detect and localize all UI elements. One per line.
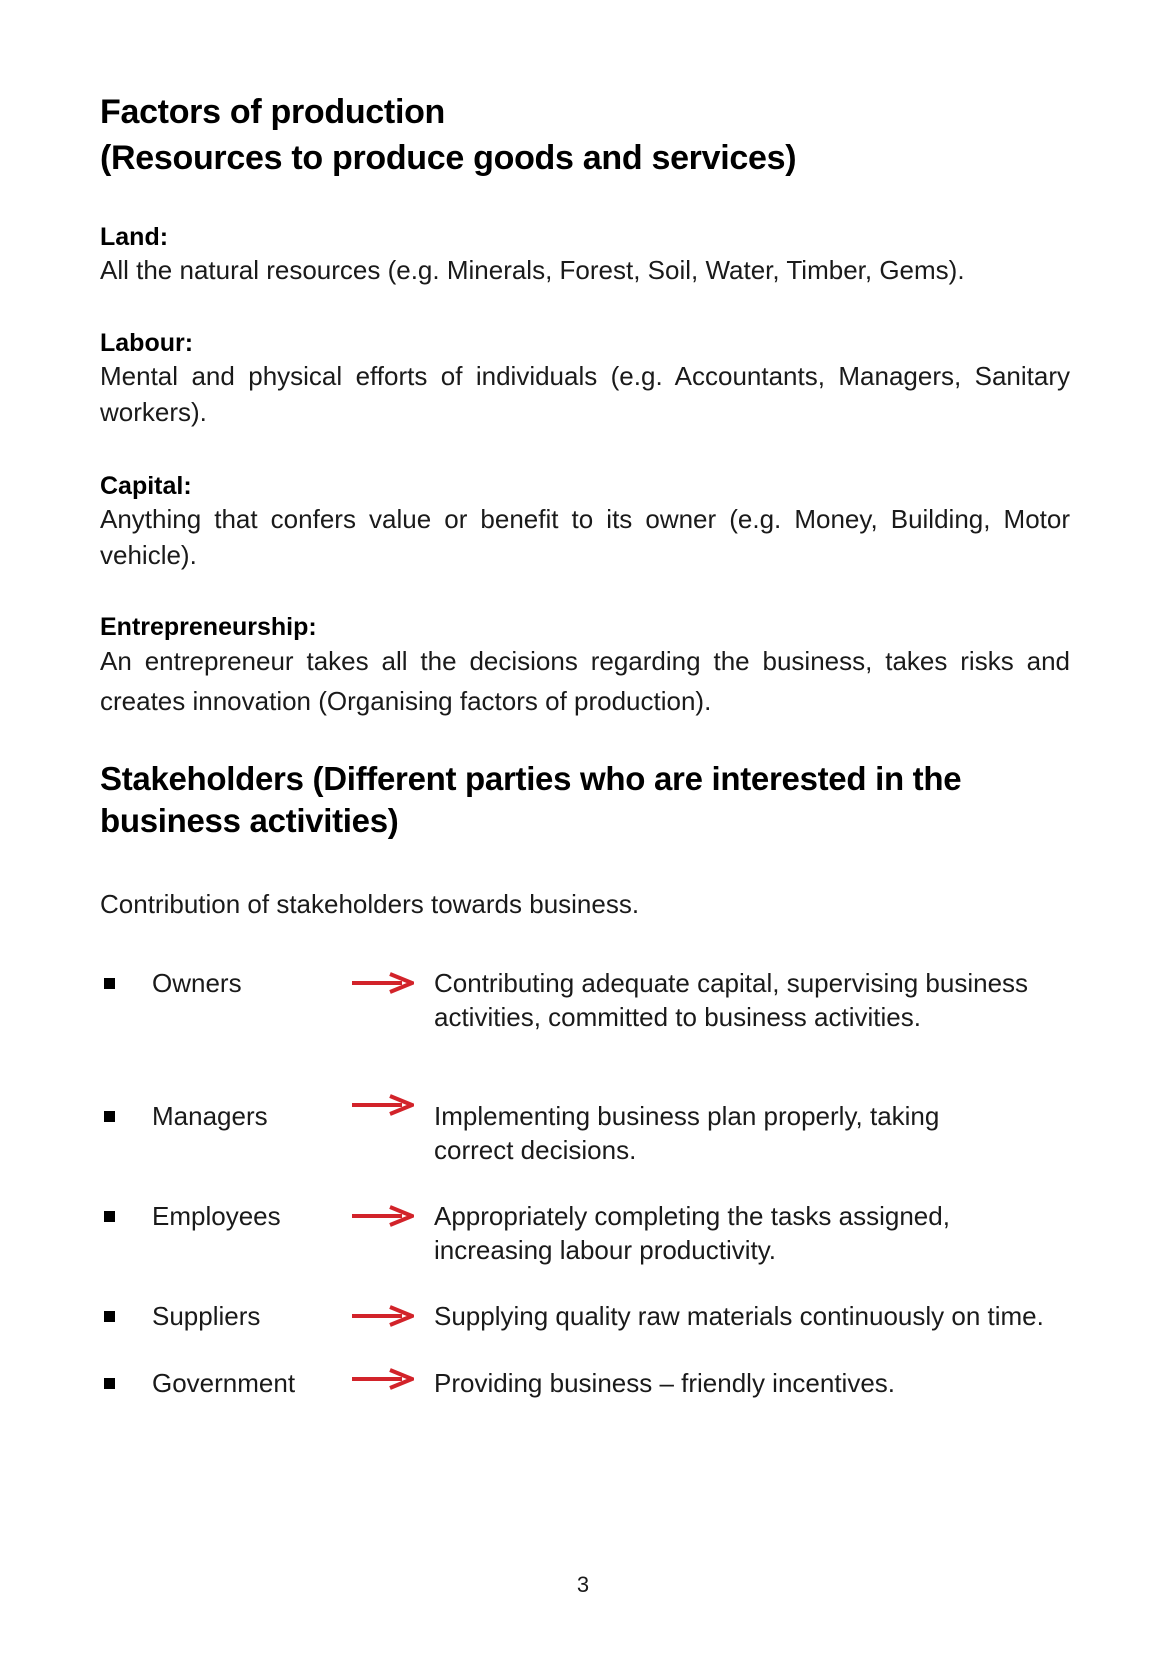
stakeholder-row-owners: [100, 966, 1070, 1036]
stakeholder-row-employees: [100, 1199, 1070, 1269]
stakeholder-name: Managers: [152, 1101, 268, 1131]
stakeholder-name: Owners: [152, 968, 242, 998]
square-bullet-icon: [104, 1311, 115, 1322]
contribution-line-2: correct decisions.: [434, 1135, 637, 1165]
factor-label-land: Land:: [100, 223, 169, 251]
stakeholder-contribution: [434, 1199, 1074, 1267]
stakeholder-name: Employees: [152, 1201, 281, 1231]
factor-desc-entrepreneurship: An entrepreneur takes all the decisions regarding the business, takes risks and creates innovation (Organising factors of production).: [100, 646, 1070, 716]
factor-label-labour: Labour:: [100, 329, 194, 357]
factors-heading-line1: Factors of production: [100, 93, 446, 131]
contribution-line-1: Appropriately completing the tasks assigned,: [434, 1201, 950, 1231]
stakeholder-row-managers: [100, 1099, 1070, 1169]
factor-label-entrepreneurship: Entrepreneurship:: [100, 613, 317, 641]
stakeholder-contribution: [434, 1366, 1074, 1400]
square-bullet-icon: [104, 1111, 115, 1122]
contribution-line-2: activities, committed to business activities.: [434, 1002, 921, 1032]
stakeholder-row-suppliers: [100, 1299, 1070, 1339]
stakeholder-name: Government: [152, 1368, 296, 1398]
stakeholder-contribution: [434, 1299, 1074, 1333]
factor-desc-land: All the natural resources (e.g. Minerals, Forest, Soil, Water, Timber, Gems).: [100, 255, 965, 285]
factor-desc-labour: Mental and physical efforts of individuals (e.g. Accountants, Managers, Sanitary workers).: [100, 361, 1070, 427]
stakeholder-contribution: [434, 1099, 1074, 1167]
square-bullet-icon: [104, 1211, 115, 1222]
contribution-line-1: Providing business – friendly incentives.: [434, 1368, 896, 1398]
square-bullet-icon: [104, 1378, 115, 1389]
right-arrow-icon: [350, 1304, 414, 1328]
right-arrow-icon: [350, 1367, 414, 1391]
stakeholder-row-government: [100, 1366, 1070, 1406]
contribution-line-1: Contributing adequate capital, supervising business: [434, 968, 1029, 998]
stakeholders-heading-line1: Stakeholders (Different parties who are interested in the: [100, 760, 962, 797]
right-arrow-icon: [350, 1093, 414, 1117]
stakeholder-contribution: [434, 966, 1074, 1034]
right-arrow-icon: [350, 971, 414, 995]
factor-desc-capital: Anything that confers value or benefit to its owner (e.g. Money, Building, Motor vehicle).: [100, 504, 1070, 570]
page-number: 3: [576, 1572, 590, 1597]
contribution-line-1: Implementing business plan properly, taking: [434, 1101, 940, 1131]
right-arrow-icon: [350, 1204, 414, 1228]
square-bullet-icon: [104, 978, 115, 989]
contribution-line-2: increasing labour productivity.: [434, 1235, 777, 1265]
stakeholders-heading-line2: business activities): [100, 802, 399, 839]
contribution-line-1: Supplying quality raw materials continuously on time.: [434, 1301, 1044, 1331]
stakeholders-intro: Contribution of stakeholders towards business.: [100, 889, 640, 919]
stakeholder-name: Suppliers: [152, 1301, 261, 1331]
factor-label-capital: Capital:: [100, 472, 192, 500]
factors-heading-line2: (Resources to produce goods and services): [100, 139, 797, 177]
